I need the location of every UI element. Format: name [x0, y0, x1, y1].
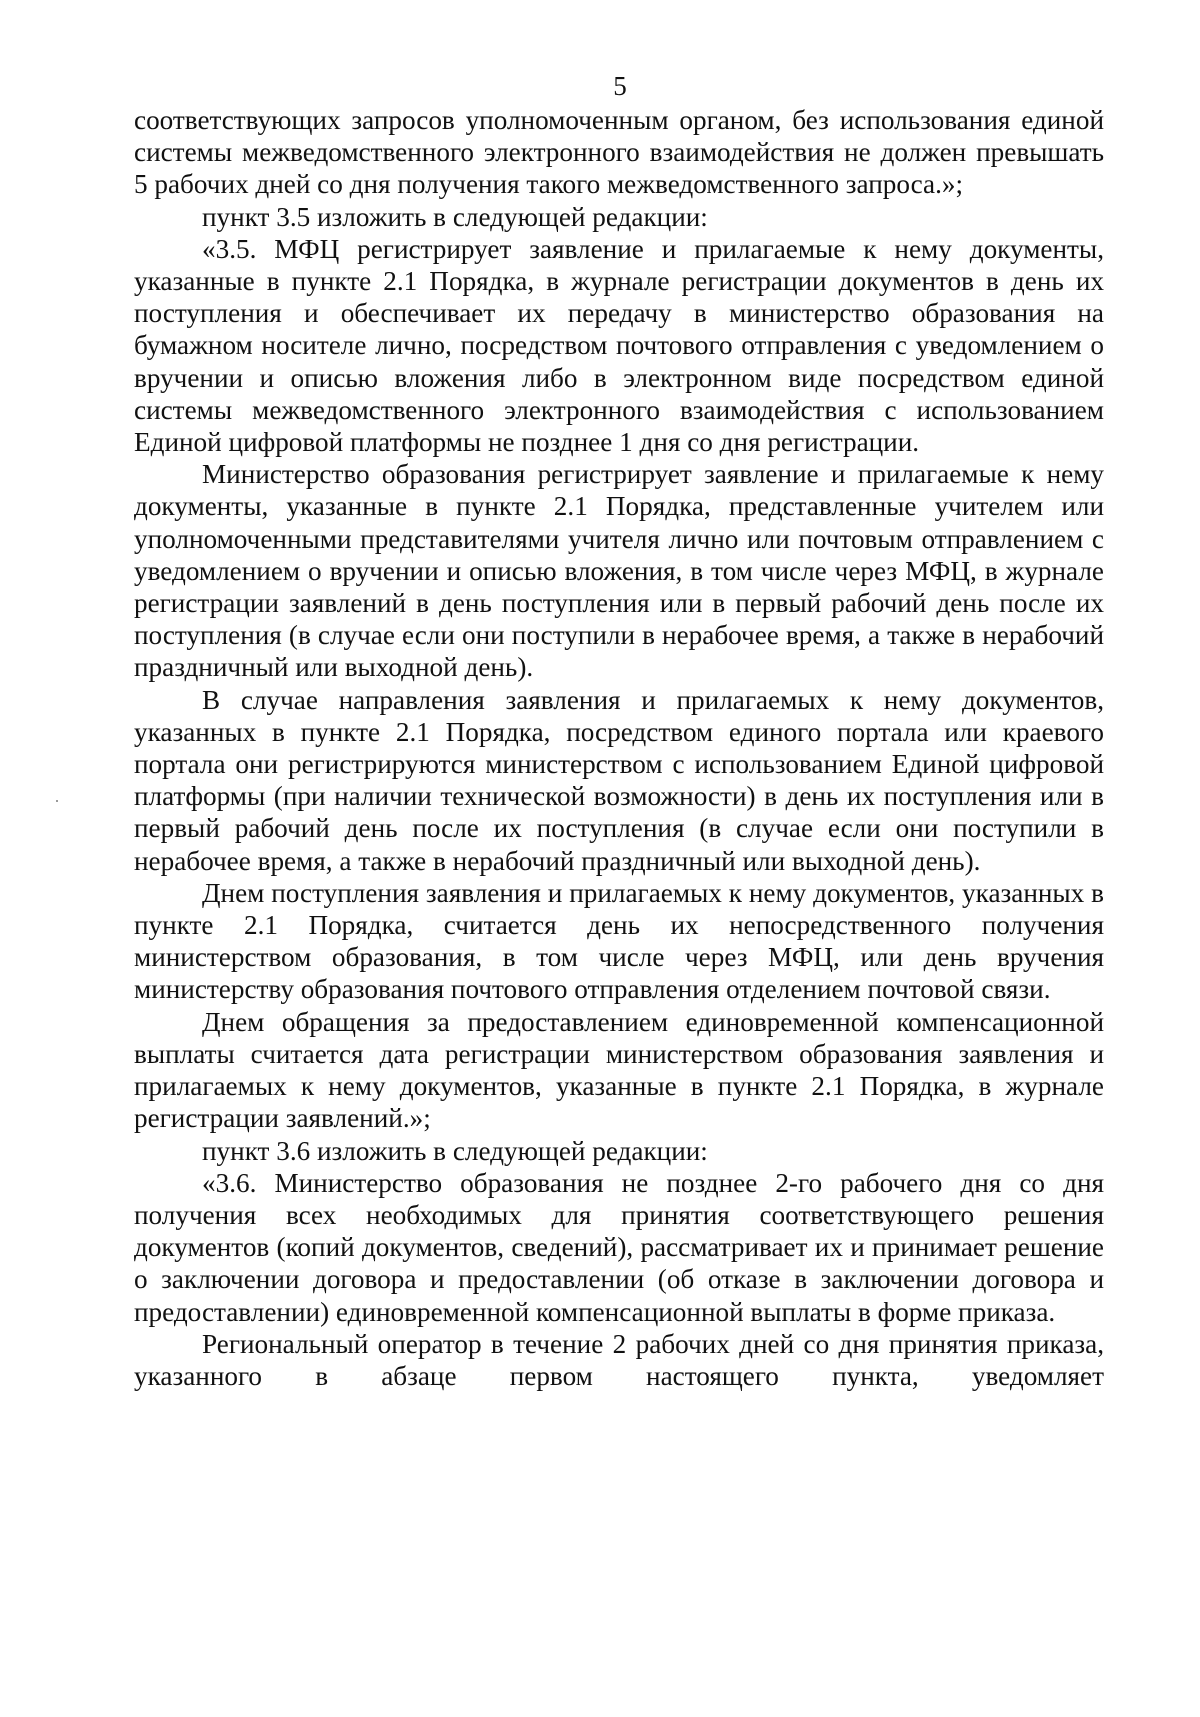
- paragraph: пункт 3.6 изложить в следующей редакции:: [202, 1135, 708, 1166]
- paragraph: Днем обращения за предоставлением единовременной компенсационной выплаты считается дата регистрации министерством образования заявления и прилагаемых к нему документов, указанные в пункте 2.1 Порядка, в журнале регистрации заявлений.»;: [134, 1006, 1104, 1134]
- paragraph: «3.5. МФЦ регистрирует заявление и прилагаемые к нему документы, указанные в пункте 2.1 Порядка, в журнале регистрации документов в день их поступления и обеспечивает их передачу в министерство образования на бумажном носителе лично, посредством почтового отправления с уведомлением о вручении и описью вложения либо в электронном виде посредством единой системы межведомственного электронного взаимодействия с использованием Единой цифровой платформы не позднее 1 дня со дня регистрации.: [134, 233, 1104, 458]
- margin-mark: [56, 800, 58, 802]
- paragraph: В случае направления заявления и прилагаемых к нему документов, указанных в пункте 2.1 Порядка, посредством единого портала или краевого портала они регистрируются министерством с использованием Единой цифровой платформы (при наличии технической возможности) в день их поступления или в первый рабочий день после их поступления (в случае если они поступили в нерабочее время, а также в нерабочий праздничный или выходной день).: [134, 684, 1104, 876]
- paragraph: соответствующих запросов уполномоченным органом, без использования единой системы межведомственного электронного взаимодействия не должен превышать 5 рабочих дней со дня получения такого межведомственного запроса.»;: [134, 105, 1104, 200]
- paragraph: «3.6. Министерство образования не позднее 2-го рабочего дня со дня получения всех необходимых для принятия соответствующего решения документов (копий документов, сведений), рассматривает их и принимает решение о заключении договора и предоставлении (об отказе в заключении договора и предоставлении) единовременной компенсационной выплаты в форме приказа.: [134, 1167, 1104, 1327]
- document-body: [134, 104, 1104, 1392]
- paragraph: Министерство образования регистрирует заявление и прилагаемые к нему документы, указанные в пункте 2.1 Порядка, представленные учителем или уполномоченными представителями учителя лично или почтовым отправлением с уведомлением о вручении и описью вложения, в том числе через МФЦ, в журнале регистрации заявлений в день поступления или в первый рабочий день после их поступления (в случае если они поступили в нерабочее время, а также в нерабочий праздничный или выходной день).: [134, 459, 1104, 683]
- paragraph: Региональный оператор в течение 2 рабочих дней со дня принятия приказа, указанного в абзаце первом настоящего пункта, уведомляет: [134, 1328, 1104, 1391]
- paragraph: Днем поступления заявления и прилагаемых к нему документов, указанных в пункте 2.1 Порядка, считается день их непосредственного получения министерством образования, в том числе через МФЦ, или день вручения министерству образования почтового отправления отделением почтовой связи.: [134, 877, 1104, 1005]
- page-number: 5: [613, 71, 627, 101]
- paragraph: пункт 3.5 изложить в следующей редакции:: [202, 201, 708, 232]
